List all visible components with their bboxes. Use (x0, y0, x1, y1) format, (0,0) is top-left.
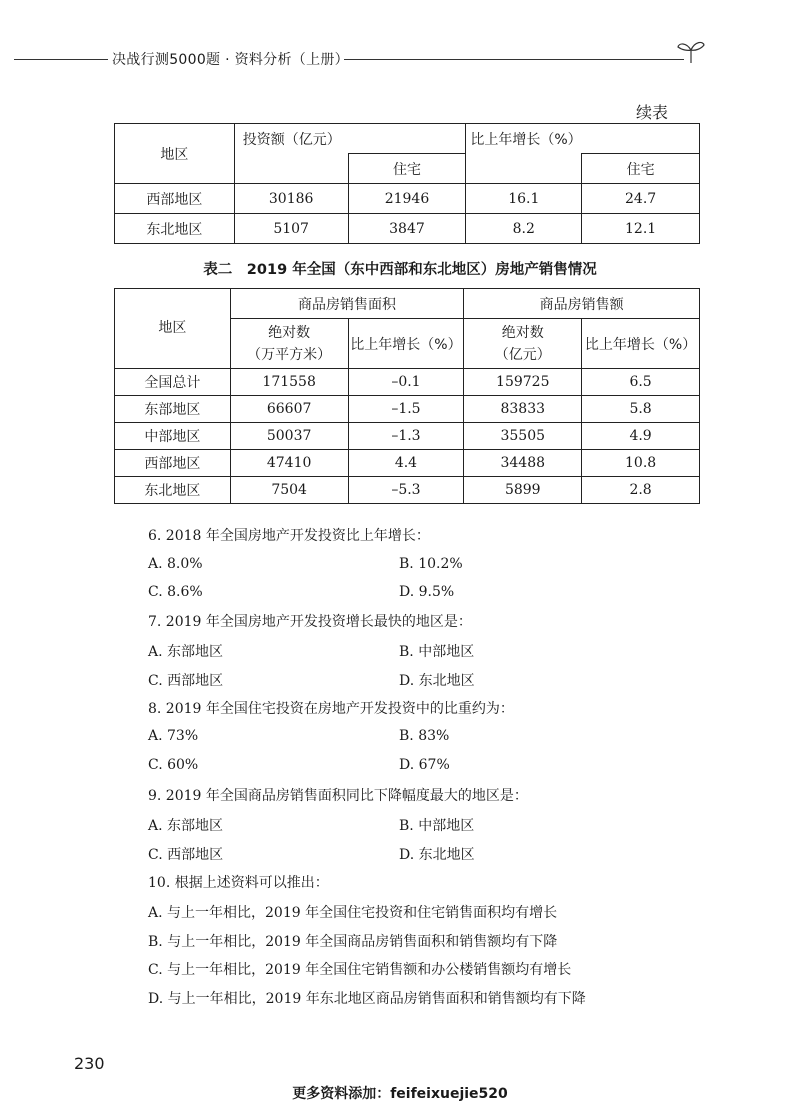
value-cell: 24.7 (582, 184, 700, 214)
question-9-option-d[interactable]: D. 东北地区 (399, 847, 475, 863)
region-cell: 东部地区 (115, 396, 231, 423)
question-6-stem: 6. 2018 年全国房地产开发投资比上年增长： (148, 528, 430, 544)
value-cell: –1.3 (348, 423, 464, 450)
region-cell: 东北地区 (115, 214, 235, 244)
question-10-stem: 10. 根据上述资料可以推出： (148, 875, 329, 891)
header-region: 地区 (115, 289, 231, 369)
value-cell: 5899 (464, 477, 582, 504)
table-row (115, 184, 700, 214)
question-8-option-d[interactable]: D. 67% (399, 757, 450, 773)
value-cell: 66607 (230, 396, 348, 423)
blank-cell (234, 154, 348, 184)
question-7-option-a[interactable]: A. 东部地区 (148, 644, 224, 660)
value-cell: 159725 (464, 369, 582, 396)
sprout-icon (676, 38, 706, 64)
header-sales-area: 商品房销售面积 (230, 289, 464, 319)
value-cell: 10.8 (582, 450, 700, 477)
value-cell: 21946 (348, 184, 466, 214)
sales-table (114, 288, 700, 504)
value-cell: 5107 (234, 214, 348, 244)
question-10-option-a[interactable]: A. 与上一年相比，2019 年全国住宅投资和住宅销售面积均有增长 (148, 905, 558, 921)
value-cell: 6.5 (582, 369, 700, 396)
header-rule-right (344, 59, 684, 60)
value-cell: 12.1 (582, 214, 700, 244)
value-cell: 8.2 (466, 214, 582, 244)
header-sales-amount: 商品房销售额 (464, 289, 700, 319)
question-10-option-c[interactable]: C. 与上一年相比，2019 年全国住宅销售额和办公楼销售额均有增长 (148, 962, 572, 978)
question-7-option-d[interactable]: D. 东北地区 (399, 673, 475, 689)
value-cell: 171558 (230, 369, 348, 396)
table-row (115, 369, 700, 396)
header-abs-sales: 绝对数 （亿元） (464, 319, 582, 369)
value-cell: 30186 (234, 184, 348, 214)
question-6-option-a[interactable]: A. 8.0% (148, 556, 203, 572)
header-area-growth: 比上年增长（%） (348, 319, 464, 369)
region-cell: 全国总计 (115, 369, 231, 396)
header-residential-growth: 住宅 (582, 154, 700, 184)
question-6-option-b[interactable]: B. 10.2% (399, 556, 463, 572)
question-10-option-d[interactable]: D. 与上一年相比，2019 年东北地区商品房销售面积和销售额均有下降 (148, 991, 586, 1007)
question-8-option-c[interactable]: C. 60% (148, 757, 199, 773)
header-sales-growth: 比上年增长（%） (582, 319, 700, 369)
continued-table-label: 续表 (636, 103, 669, 122)
value-cell: 34488 (464, 450, 582, 477)
question-8-stem: 8. 2019 年全国住宅投资在房地产开发投资中的比重约为： (148, 701, 514, 717)
table2-title: 表二 2019 年全国（东中西部和东北地区）房地产销售情况 (203, 262, 597, 278)
value-cell: 5.8 (582, 396, 700, 423)
table-row (115, 450, 700, 477)
region-cell: 西部地区 (115, 450, 231, 477)
table-row (115, 396, 700, 423)
region-cell: 西部地区 (115, 184, 235, 214)
region-cell: 中部地区 (115, 423, 231, 450)
header-residential-invest: 住宅 (348, 154, 466, 184)
header-investment: 投资额（亿元） (234, 124, 466, 154)
header-growth: 比上年增长（%） (466, 124, 700, 154)
value-cell: 47410 (230, 450, 348, 477)
header-abs-area: 绝对数 （万平方米） (230, 319, 348, 369)
question-6-option-c[interactable]: C. 8.6% (148, 584, 203, 600)
blank-cell (466, 154, 582, 184)
table-row (115, 214, 700, 244)
value-cell: 4.4 (348, 450, 464, 477)
value-cell: 4.9 (582, 423, 700, 450)
value-cell: 16.1 (466, 184, 582, 214)
value-cell: 2.8 (582, 477, 700, 504)
question-10-option-b[interactable]: B. 与上一年相比，2019 年全国商品房销售面积和销售额均有下降 (148, 934, 558, 950)
investment-table (114, 123, 700, 244)
running-header-title: 决战行测5000题 · 资料分析（上册） (112, 52, 349, 68)
question-6-option-d[interactable]: D. 9.5% (399, 584, 455, 600)
footer-note: 更多资料添加：feifeixuejie520 (292, 1086, 508, 1102)
table-row (115, 423, 700, 450)
question-9-stem: 9. 2019 年全国商品房销售面积同比下降幅度最大的地区是： (148, 788, 528, 804)
question-9-option-a[interactable]: A. 东部地区 (148, 818, 224, 834)
value-cell: 7504 (230, 477, 348, 504)
value-cell: 35505 (464, 423, 582, 450)
value-cell: –0.1 (348, 369, 464, 396)
question-8-option-a[interactable]: A. 73% (148, 728, 199, 744)
value-cell: 3847 (348, 214, 466, 244)
header-rule-left (14, 59, 108, 60)
question-8-option-b[interactable]: B. 83% (399, 728, 450, 744)
header-region: 地区 (115, 124, 235, 184)
question-7-option-b[interactable]: B. 中部地区 (399, 644, 475, 660)
value-cell: 83833 (464, 396, 582, 423)
region-cell: 东北地区 (115, 477, 231, 504)
question-7-stem: 7. 2019 年全国房地产开发投资增长最快的地区是： (148, 614, 472, 630)
question-7-option-c[interactable]: C. 西部地区 (148, 673, 224, 689)
question-9-option-b[interactable]: B. 中部地区 (399, 818, 475, 834)
value-cell: –5.3 (348, 477, 464, 504)
table-row (115, 477, 700, 504)
page-number: 230 (74, 1054, 105, 1073)
value-cell: –1.5 (348, 396, 464, 423)
value-cell: 50037 (230, 423, 348, 450)
question-9-option-c[interactable]: C. 西部地区 (148, 847, 224, 863)
